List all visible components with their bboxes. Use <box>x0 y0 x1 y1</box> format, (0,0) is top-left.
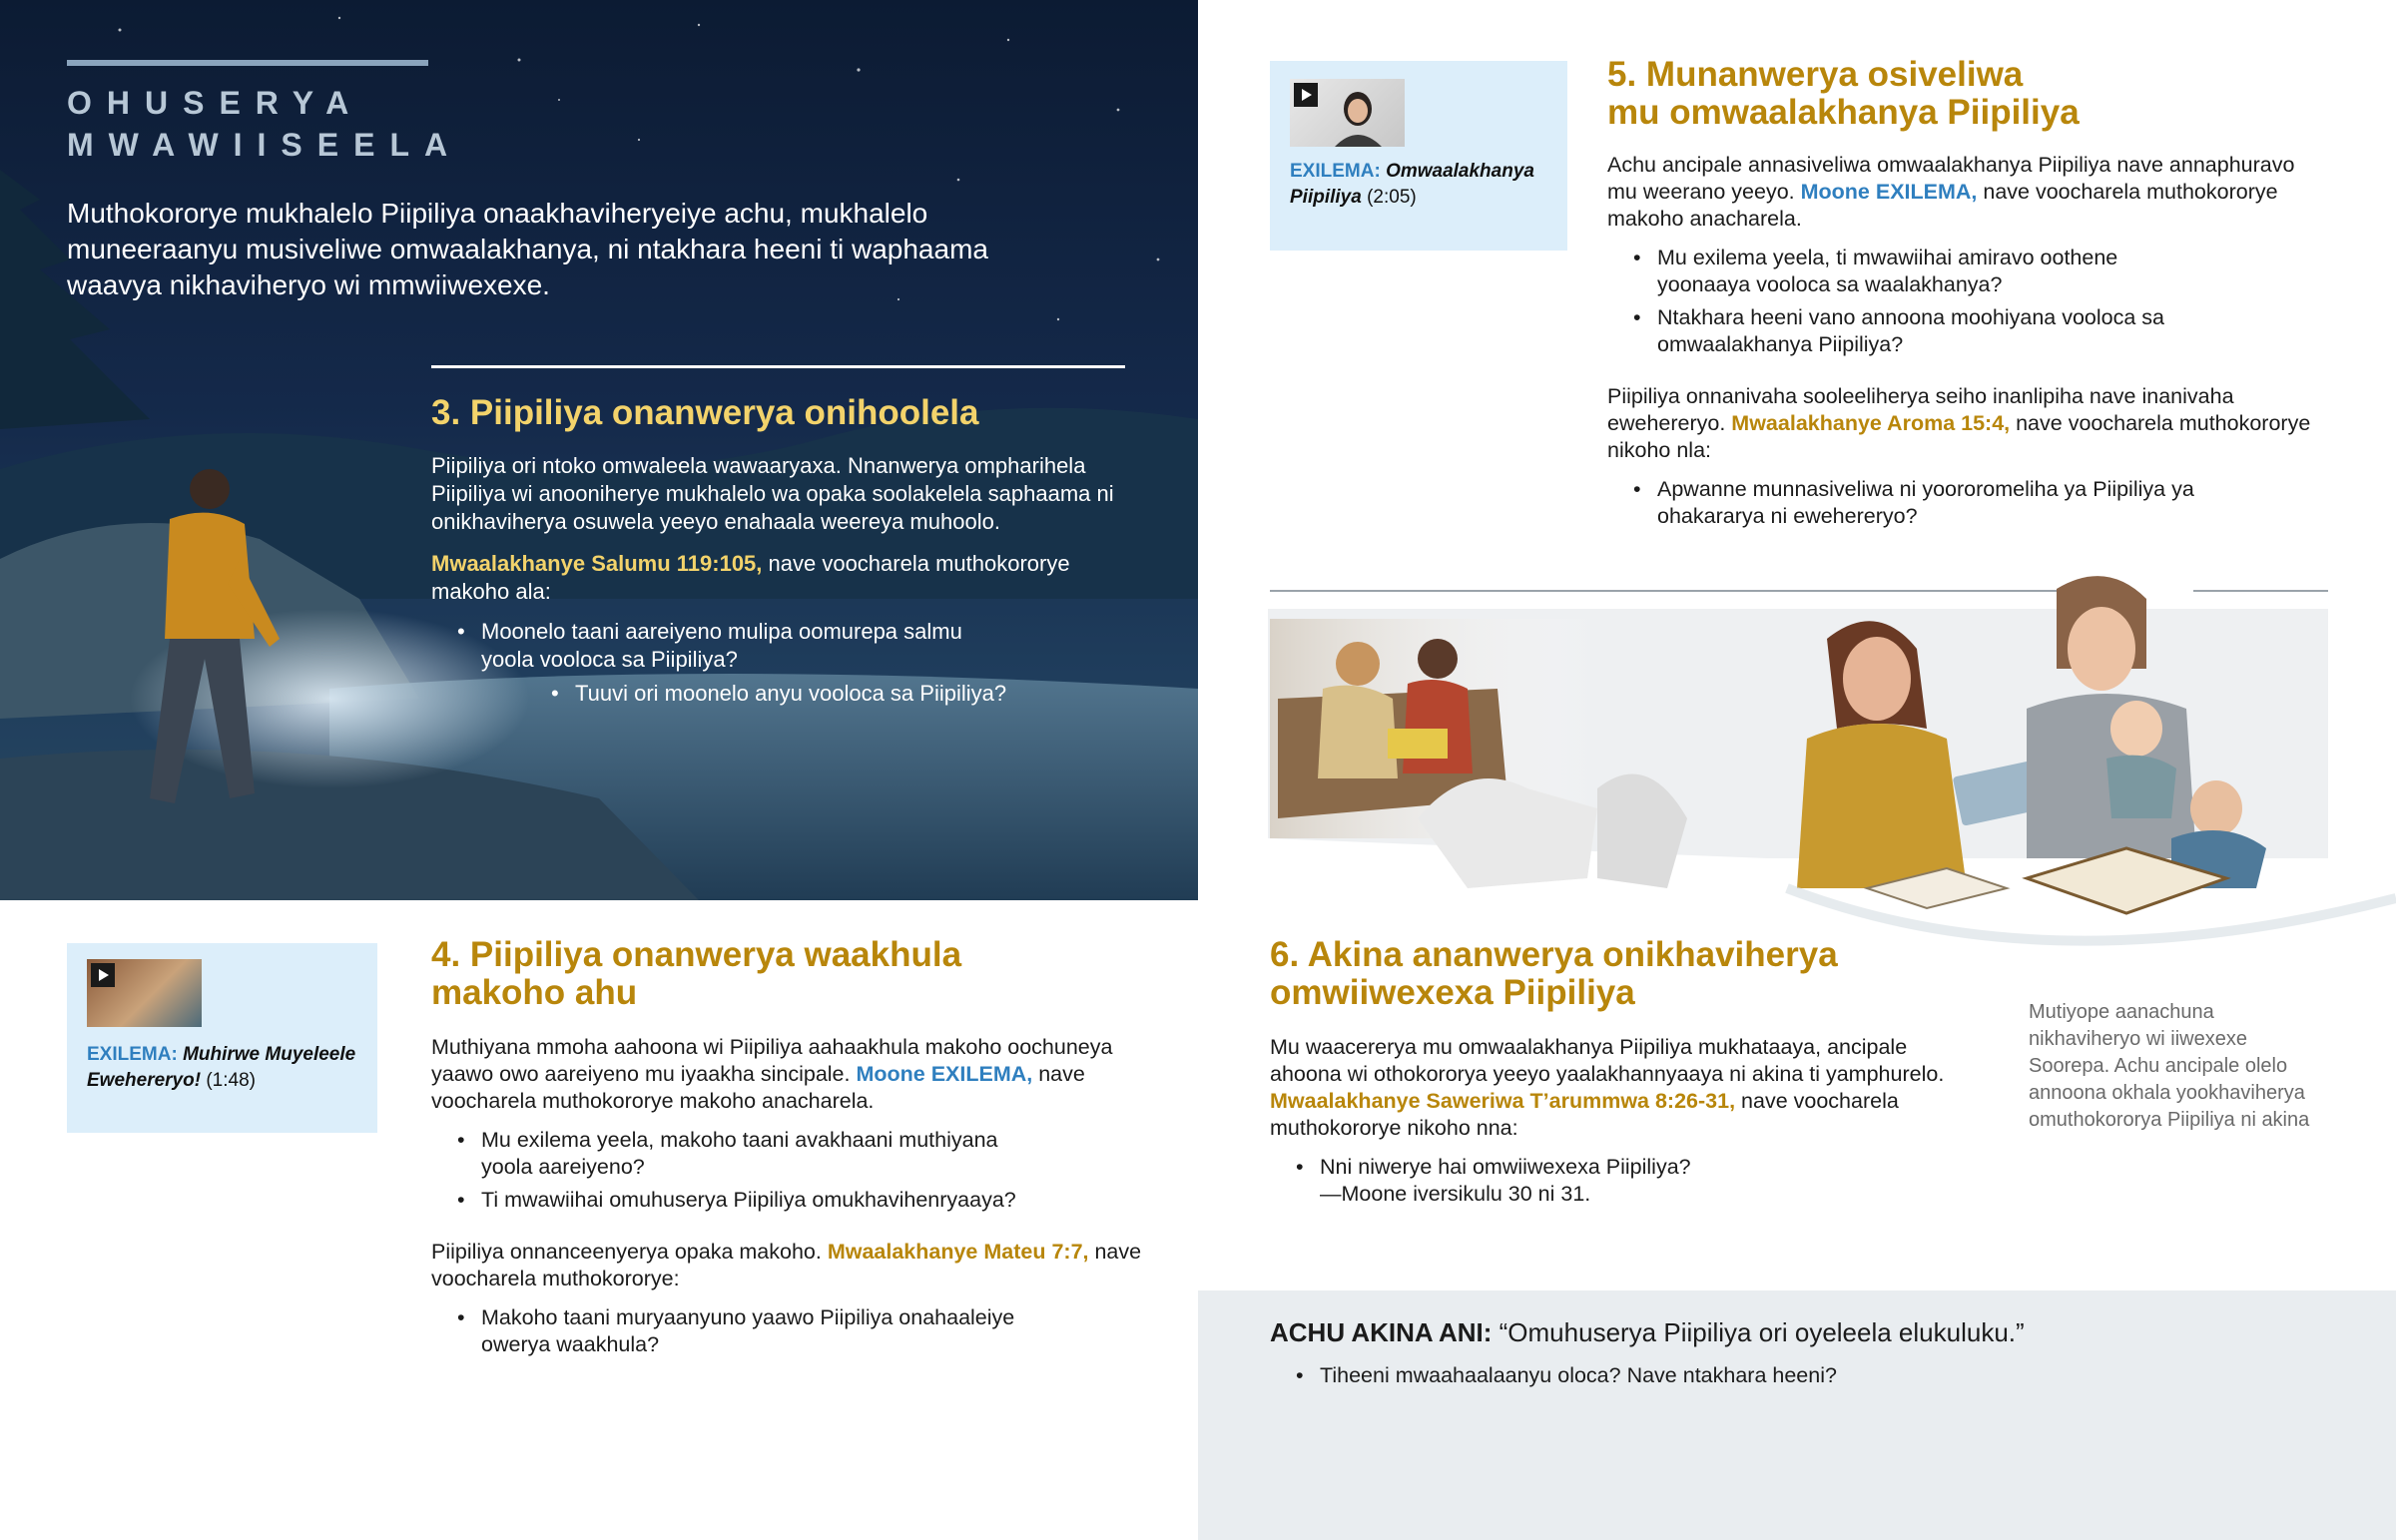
section5-para1-end: nave voocharela muthokororye makoho anacharela. <box>1607 180 2278 231</box>
section6-heading <box>1270 936 1969 1012</box>
presenter-portrait <box>1290 79 1405 147</box>
scripture-reference[interactable]: Mwaalakhanye Salumu 119:105, <box>431 551 763 576</box>
section4-para1-text: Muthiyana mmoha aahoona wi Piipiliya aahaakhula makoho oochuneya yaawo owo aareiyeno mu iyaakha sincipale. <box>431 1035 1113 1086</box>
section6-heading-line-2: omwiiwexexa Piipiliya <box>1270 973 1635 1012</box>
people-say-box <box>1198 1290 2396 1540</box>
section6-bullet-subtext: —Moone iversikulu 30 ni 31. <box>1320 1182 1591 1206</box>
section6-paragraph <box>1270 1034 1949 1142</box>
series-kicker <box>67 82 566 166</box>
kicker-line-1: OHUSERYA <box>67 85 364 121</box>
section4-heading <box>431 936 1150 1012</box>
hero-illustration <box>0 0 1198 900</box>
section5-para2-end: nave voocharela muthokororye nikoho nla: <box>1607 411 2311 462</box>
video-key: EXILEMA: <box>1290 161 1381 182</box>
section4-paragraph-2 <box>431 1239 1150 1292</box>
people-say-quote: “Omuhuserya Piipiliya ori oyeleela elukuluku.” <box>1492 1317 2025 1347</box>
section4-para1-end: nave voocharela muthokororye makoho anacharela. <box>431 1062 1085 1113</box>
section6-para-end: nave voocharela muthokororye nikoho nna: <box>1270 1089 1899 1140</box>
section6-para-text: Mu waacererya mu omwaalakhanya Piipiliya mukhataaya, ancipale ahoona wi othokororya yeeyo yaalakhannyaaya ni akina ti yamphurelo. <box>1270 1035 1945 1086</box>
section5-para1-text: Achu ancipale annasiveliwa omwaalakhanya Piipiliya nave annaphuravo mu weerano yeeyo. <box>1607 153 2295 204</box>
section5-paragraph-1 <box>1607 152 2326 233</box>
section4-para2-text: Piipiliya onnanceenyerya opaka makoho. <box>431 1240 828 1264</box>
section5-bullet-1: • Mu exilema yeela, ti mwawiihai amiravo oothene yoonaaya vooloca sa waalakhanya? <box>1633 245 2176 298</box>
section5-heading-line-1: 5. Munanwerya osiveliwa <box>1607 55 2024 94</box>
video-title[interactable]: Omwaalakhanya Piipiliya <box>1290 161 1534 208</box>
video-caption <box>87 1042 366 1094</box>
section4-bullet-1: • Mu exilema yeela, makoho taani avakhaani muthiyana yoola aareiyeno? <box>457 1127 1040 1181</box>
section4-bullet-3: • Makoho taani muryaanyuno yaawo Piipiliya onahaaleiye owerya waakhula? <box>457 1304 1040 1358</box>
section5-bullet-3: • Apwanne munnasiveliwa ni yoororomeliha ya Piipiliya ya ohakararya ni ewehereryo? <box>1633 476 2216 530</box>
section6-heading-line-1: 6. Akina ananwerya onikhaviherya <box>1270 935 1838 974</box>
section-4 <box>431 936 1150 1358</box>
video-box-section5[interactable] <box>1270 61 1567 251</box>
section3-paragraph: Piipiliya ori ntoko omwaleela wawaaryaxa. Nnanwerya ompharihela Piipiliya wi anooniherye mukhalelo wa opaka soolakelela saphaama ni onikhaviherya osuwela yeeyo enahaala weereya muhoolo. <box>431 453 1114 534</box>
video-duration: (1:48) <box>201 1070 256 1091</box>
section6-bullet-text: • Nni niwerye hai omwiiwexexa Piipiliya? <box>1320 1155 1691 1179</box>
study-illustration <box>1268 559 2396 978</box>
hero-top-rule <box>67 60 428 66</box>
intro-paragraph: Muthokororye mukhalelo Piipiliya onaakhaviheryeiye achu, mukhalelo muneeraanyu musiveliwe omwaalakhanya, ni ntakhara heeni ti waphaama waavya nikhaviheryo wi mmwiiwexexe. <box>67 198 988 300</box>
scripture-reference[interactable]: Mwaalakhanye Aroma 15:4, <box>1731 411 2011 435</box>
illustration-caption: Mutiyope aanachuna nikhaviheryo wi iiwexexe Soorepa. Achu ancipale olelo annoona okhala yookhaviherya omuthokororya Piipiliya ni akina <box>2029 1001 2310 1131</box>
video-thumbnail[interactable] <box>1290 79 1405 147</box>
section5-paragraph-2 <box>1607 383 2326 464</box>
section3-rule <box>431 365 1125 368</box>
section6-bullet-1 <box>1296 1154 1969 1208</box>
section-5 <box>1607 56 2326 530</box>
section5-heading-line-2: mu omwaalakhanya Piipiliya <box>1607 93 2080 132</box>
section4-heading-line-2: makoho ahu <box>431 973 638 1012</box>
video-title[interactable]: Muhirwe Muyeleele Ewehereryo! <box>87 1044 356 1091</box>
section-3 <box>431 392 1130 708</box>
section4-bullet-2: • Ti mwawiihai omuhuserya Piipiliya omukhavihenryaaya? <box>457 1187 1150 1214</box>
section4-paragraph-1 <box>431 1034 1150 1115</box>
scripture-reference[interactable]: Mwaalakhanye Saweriwa T’arummwa 8:26-31, <box>1270 1089 1736 1113</box>
section3-heading: 3. Piipiliya onanwerya onihoolela <box>431 393 979 432</box>
video-thumbnail[interactable] <box>87 959 202 1027</box>
section3-bullet-1: • Moonelo taani aareiyeno mulipa oomurepa salmu yoola vooloca sa Piipiliya? <box>457 618 1020 674</box>
people-say-label: ACHU AKINA ANI: <box>1270 1317 1493 1347</box>
section3-instruction: nave voocharela muthokororye makoho ala: <box>431 551 1070 604</box>
section5-bullet-2: • Ntakhara heeni vano annoona moohiyana vooloca sa omwaalakhanya Piipiliya? <box>1633 304 2176 358</box>
section4-para2-end: nave voocharela muthokororye: <box>431 1240 1142 1290</box>
scripture-reference[interactable]: Mwaalakhanye Mateu 7:7, <box>827 1240 1089 1264</box>
video-duration: (2:05) <box>1361 187 1417 208</box>
people-say-line <box>1270 1315 2348 1349</box>
section4-heading-line-1: 4. Piipiliya onanwerya waakhula <box>431 935 962 974</box>
section-6 <box>1270 936 1969 1208</box>
section3-reference-line <box>431 550 1130 606</box>
section5-heading <box>1607 56 2326 132</box>
section5-para2-text: Piipiliya onnanivaha sooleeliherya seiho inanlipiha nave inanivaha ewehereryo. <box>1607 384 2234 435</box>
watch-video-link[interactable]: Moone EXILEMA, <box>856 1062 1033 1086</box>
watch-video-link[interactable]: Moone EXILEMA, <box>1800 180 1978 204</box>
video-key: EXILEMA: <box>87 1044 178 1065</box>
kicker-line-2: MWAWIISEELA <box>67 127 463 163</box>
people-say-bullet: • Tiheeni mwaahaalaanyu oloca? Nave ntakhara heeni? <box>1296 1362 2218 1389</box>
section3-bullet-2: • Tuuvi ori moonelo anyu vooloca sa Piipiliya? <box>551 680 1130 708</box>
play-icon[interactable] <box>91 963 115 987</box>
video-box-section4[interactable] <box>67 943 377 1133</box>
video-caption <box>1290 159 1559 211</box>
